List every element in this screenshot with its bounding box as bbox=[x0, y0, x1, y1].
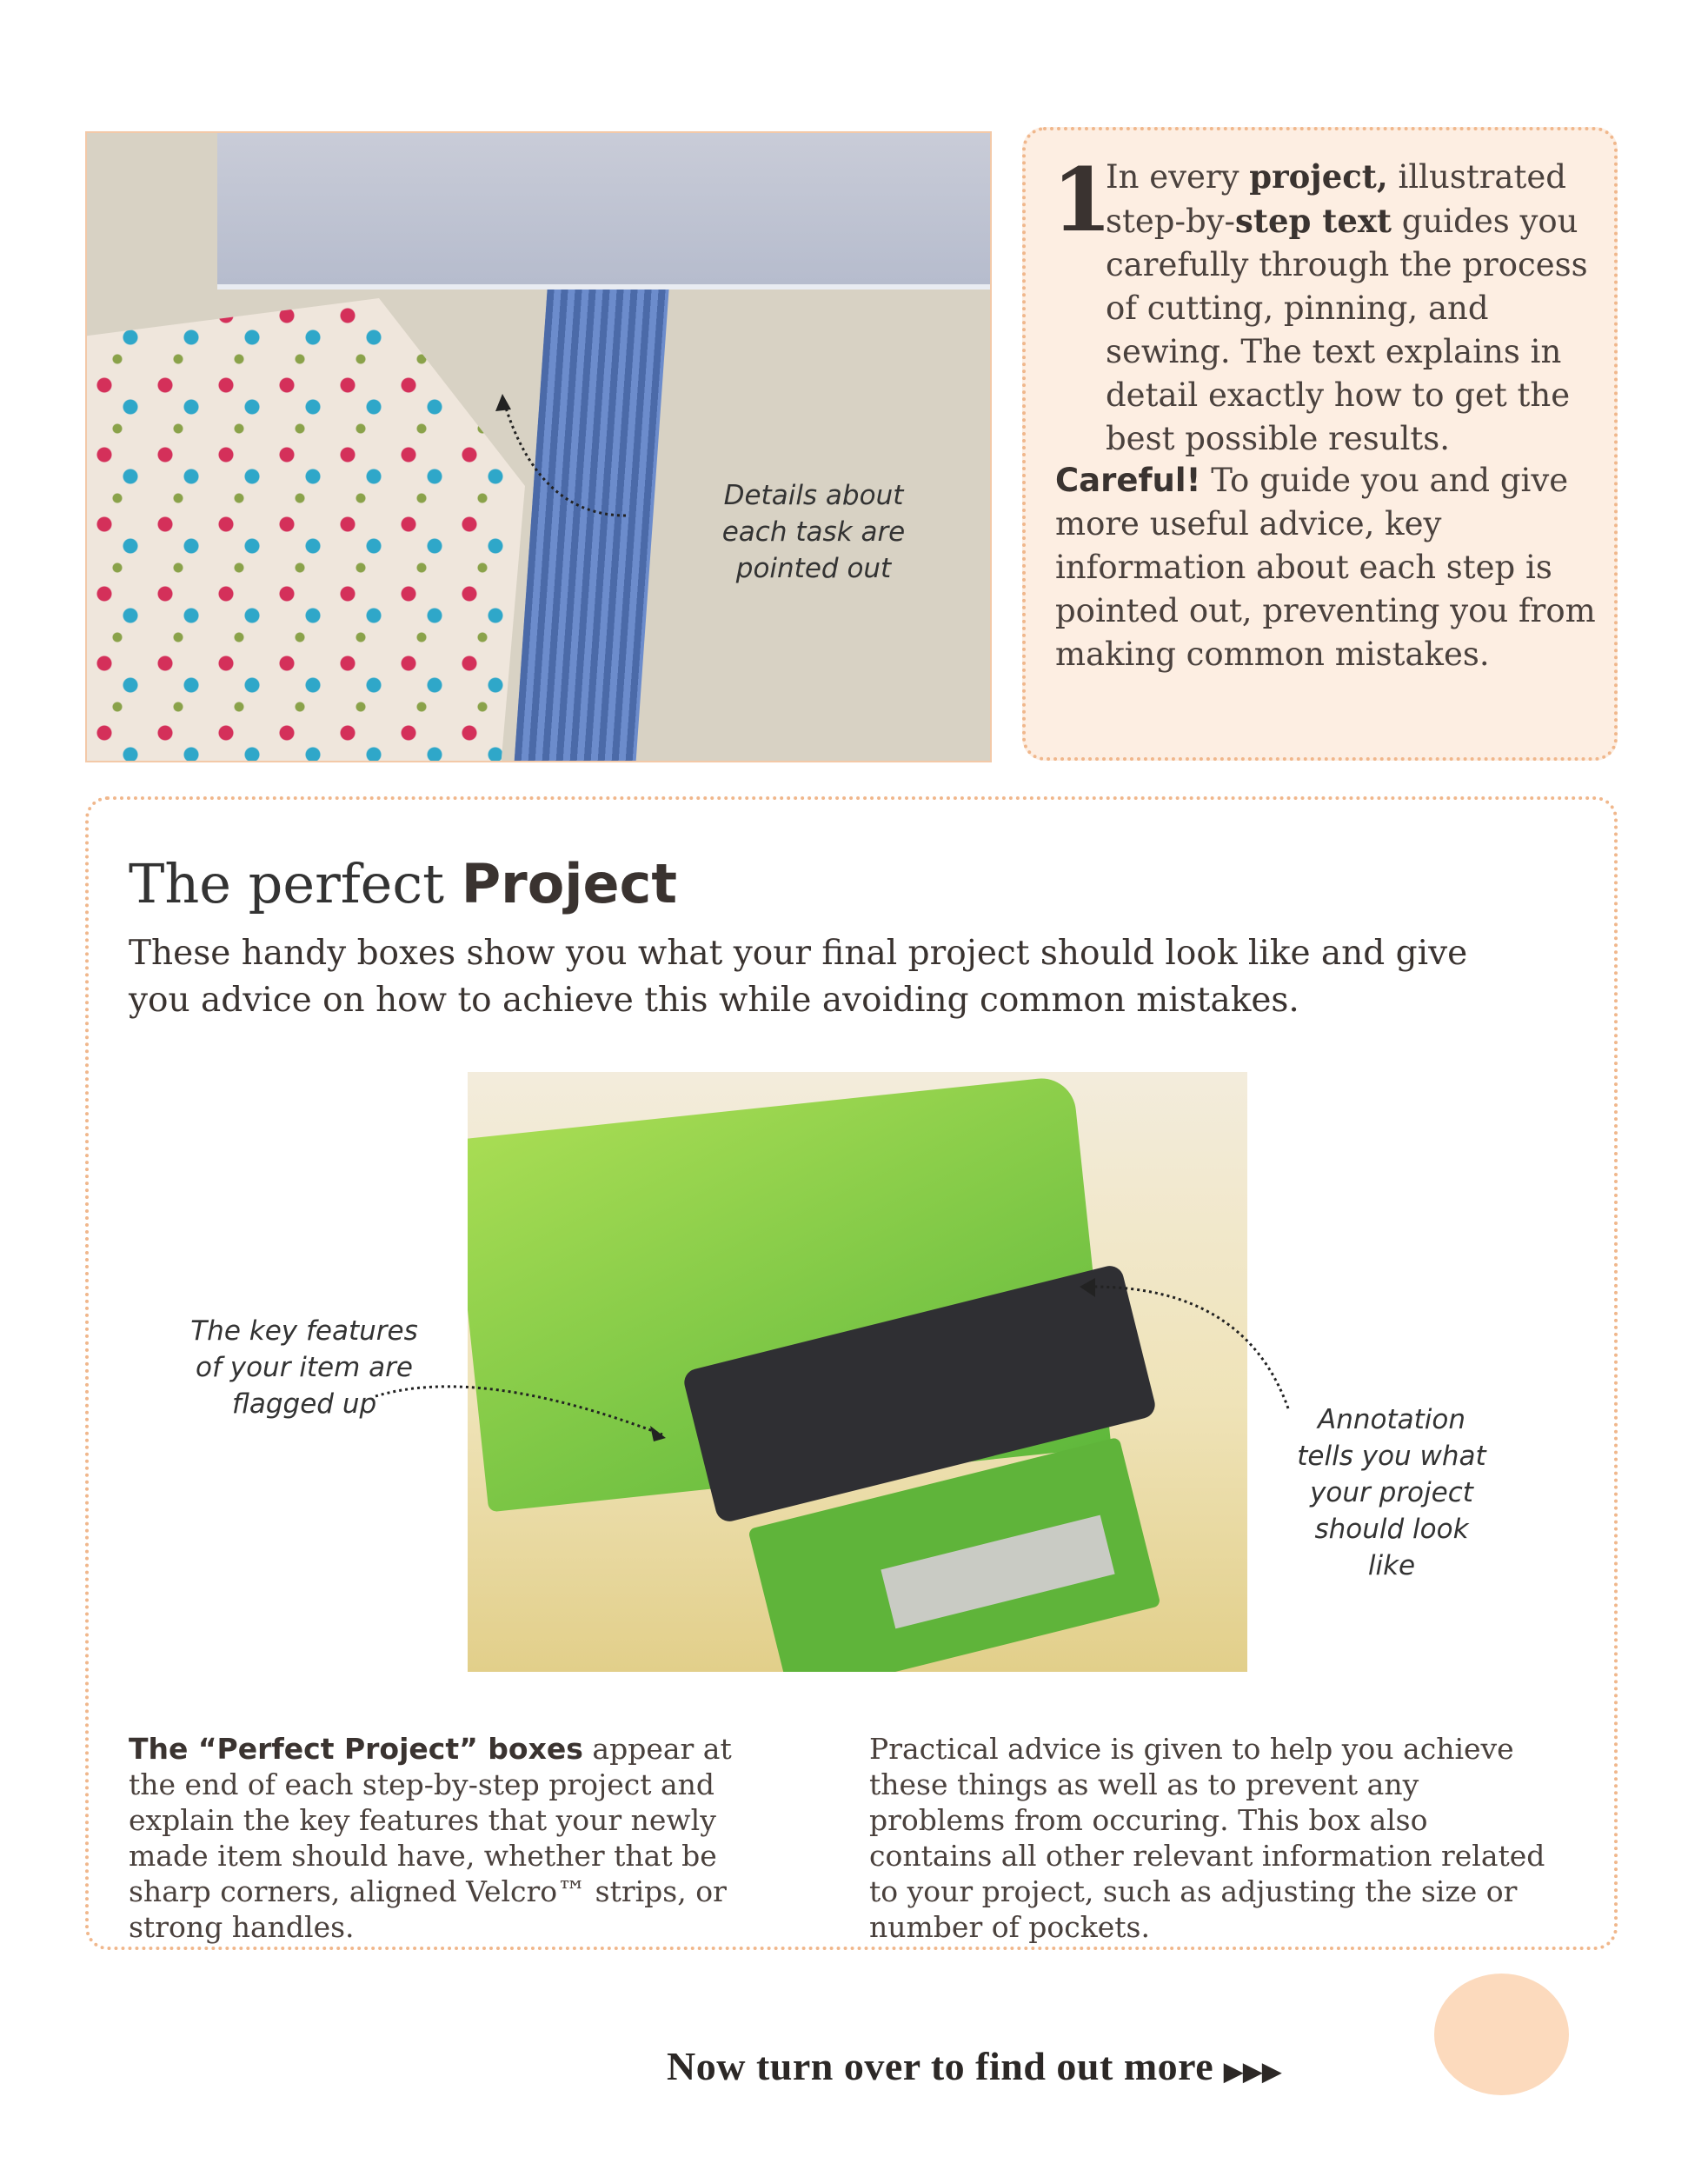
sewing-machine-photo bbox=[85, 131, 992, 762]
details-annotation: Details about each task are pointed out bbox=[721, 480, 906, 584]
title-bold: Project bbox=[461, 852, 677, 915]
para-left-bold: The “Perfect Project” boxes bbox=[129, 1732, 583, 1766]
step-text-box bbox=[1022, 127, 1618, 761]
turn-over-link[interactable] bbox=[667, 2043, 1281, 2089]
arrows-icon: ▶▶▶ bbox=[1224, 2059, 1282, 2086]
perfect-project-paragraph-right: Practical advice is given to help you achieve these things as well as to prevent any problems from occuring. This box also contains all other relevant information related to your project, such as adjusting the size or number of pockets. bbox=[869, 1732, 1545, 1944]
annotation-arrow-icon bbox=[87, 133, 992, 762]
step-number: 1 bbox=[1052, 149, 1113, 251]
step-text-bold: project, bbox=[1249, 157, 1388, 196]
project-look-annotation: Annotation tells you what your project should look like bbox=[1297, 1404, 1486, 1581]
step-text-mid: illustrated step-by- bbox=[1106, 158, 1566, 240]
title-light: The perfect bbox=[129, 852, 462, 915]
perfect-project-paragraph-left bbox=[129, 1731, 772, 1945]
step-text-post: guides you carefully through the process of cutting, pinning, and sewing. The text explains in detail exactly how to get the best possible results. bbox=[1106, 203, 1588, 457]
para-left-body: appear at the end of each step-by-step project and explain the key features that your newly made item should have, whether that be sharp corners, aligned Velcro™ strips, or strong handles. bbox=[129, 1732, 732, 1944]
step-text bbox=[1055, 155, 1612, 461]
footer-text: Now turn over to find out more bbox=[667, 2044, 1214, 2088]
pincushion-icon bbox=[1434, 1974, 1569, 2095]
perfect-project-subtitle: These handy boxes show you what your final project should look like and give you advice on how to achieve this while avoiding common mistakes. bbox=[129, 934, 1468, 1020]
careful-text bbox=[1055, 459, 1612, 676]
key-features-annotation: The key features of your item are flagged up bbox=[190, 1315, 418, 1420]
perfect-project-box bbox=[85, 796, 1618, 1950]
careful-label: Careful! bbox=[1055, 462, 1201, 499]
step-text-bold2: step text bbox=[1235, 202, 1392, 240]
careful-body: To guide you and give more useful advice, key information about each step is pointed out, preventing you from making common mistakes. bbox=[1055, 462, 1596, 673]
step-text-pre: In every bbox=[1106, 158, 1250, 196]
